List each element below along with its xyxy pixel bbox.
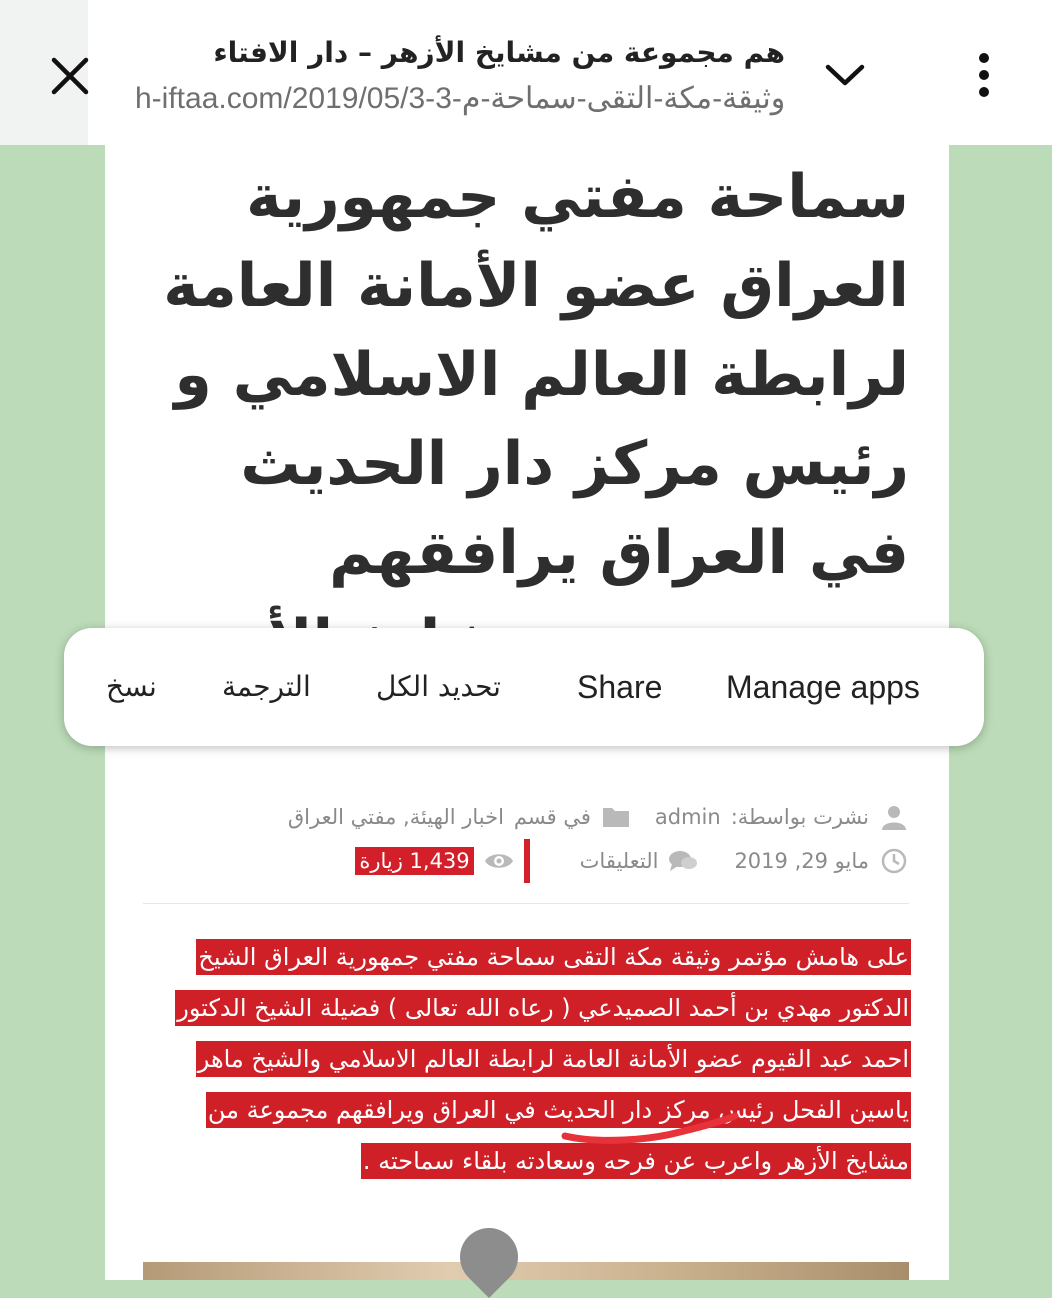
- copy-button[interactable]: نسخ: [106, 670, 157, 703]
- meta-date-row: [149, 839, 909, 883]
- article-body[interactable]: [141, 932, 911, 1187]
- close-icon: [50, 56, 90, 96]
- views-count: 1,439 زيارة: [355, 847, 473, 875]
- select-all-button[interactable]: تحديد الكل: [376, 670, 501, 703]
- comments-icon: [668, 846, 698, 876]
- category-links[interactable]: اخبار الهيئة, مفتي العراق: [287, 805, 504, 829]
- author-prefix: نشرت بواسطة:: [730, 805, 869, 829]
- category-prefix: في قسم: [513, 805, 591, 829]
- manage-apps-button[interactable]: Manage apps: [726, 669, 920, 705]
- browser-toolbar: [0, 0, 1052, 145]
- red-underline-mark: [560, 1110, 740, 1150]
- meta-divider: [143, 903, 909, 904]
- post-meta: [149, 795, 909, 883]
- more-vert-icon: [964, 50, 1004, 100]
- post-date: مايو 29, 2019: [734, 849, 869, 873]
- translate-button[interactable]: الترجمة: [222, 670, 311, 703]
- views-marker: [524, 839, 530, 883]
- user-icon: [879, 802, 909, 832]
- eye-icon: [484, 846, 514, 876]
- article-headline[interactable]: سماحة مفتي جمهورية العراق عضو الأمانة العامة لرابطة العالم الاسلامي و رئيس مركز دار الحديث في العراق يرافقهم: [163, 162, 909, 588]
- page-title: هم مجموعة من مشايخ الأزهر – دار الافتاء: [213, 36, 785, 69]
- meta-author-row: [149, 795, 909, 839]
- text-selection-menu: [64, 628, 984, 746]
- clock-icon: [879, 846, 909, 876]
- page-info: [135, 28, 785, 128]
- author-link[interactable]: admin: [654, 805, 721, 829]
- more-options-button[interactable]: [964, 50, 1004, 100]
- close-button[interactable]: [44, 56, 96, 96]
- folder-icon: [601, 802, 631, 832]
- article-image: [143, 1262, 909, 1280]
- share-button[interactable]: Share: [577, 669, 663, 705]
- comments-link[interactable]: التعليقات: [579, 849, 659, 873]
- page-url: h-iftaa.com/2019/05/3-وثيقة-مكة-التقى-سماحة-م-3: [135, 82, 785, 115]
- expand-button[interactable]: [820, 55, 870, 95]
- chevron-down-icon: [820, 55, 870, 95]
- selected-text[interactable]: على هامش مؤتمر وثيقة مكة التقى سماحة مفتي جمهورية العراق الشيخ الدكتور مهدي بن أحمد الصميدعي ( رعاه الله تعالى ) فضيلة الشيخ الدكتور احمد عبد القيوم عضو الأمانة العامة لرابطة العالم الاسلامي والشيخ ماهر ياسين الفحل رئيس مركز دار الحديث في العراق ويرافقهم مجموعة من مشايخ الأزهر واعرب عن فرحه وسعادته بلقاء سماحته .: [175, 939, 911, 1179]
